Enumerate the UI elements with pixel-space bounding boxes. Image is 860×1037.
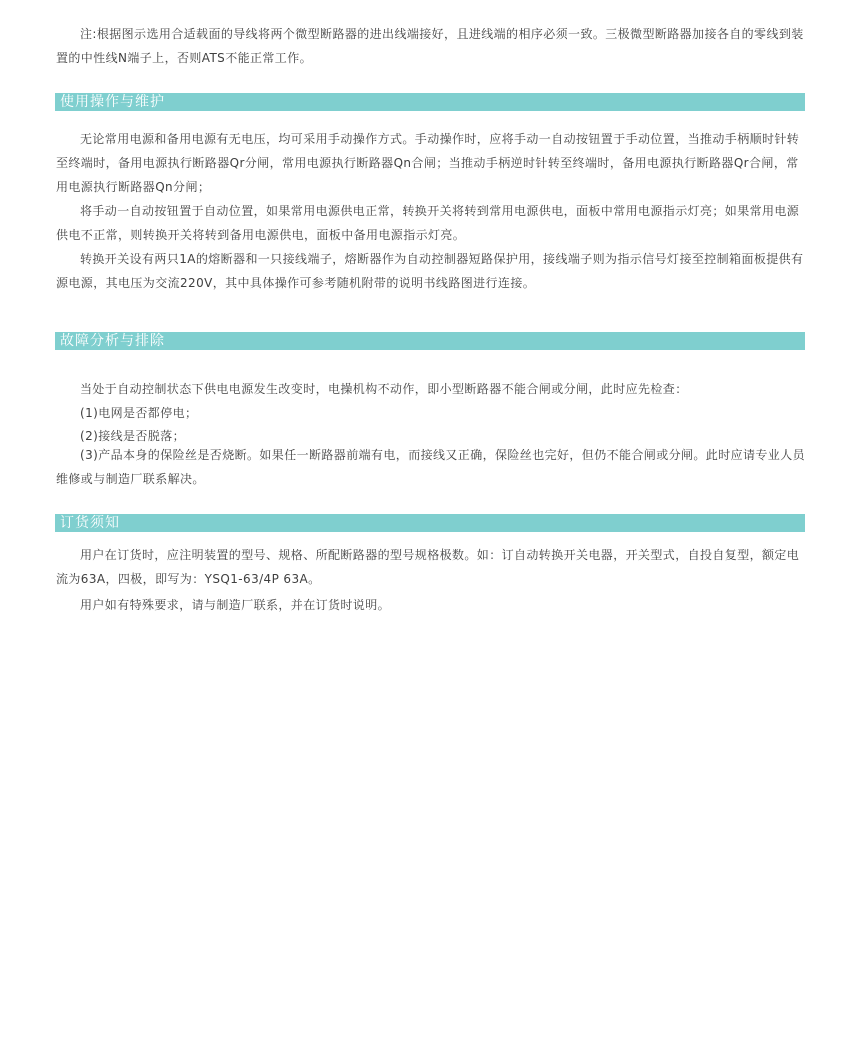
section-title-operation: 使用操作与维护 bbox=[60, 94, 165, 110]
section-header-operation bbox=[55, 93, 805, 111]
operation-paragraph-1: 无论常用电源和备用电源有无电压，均可采用手动操作方式。手动操作时，应将手动一自动按钮置于手动位置，当推动手柄顺时针转至终端时，备用电源执行断路器Qr分闸，常用电源执行断路器Qn合闸；当推动手柄逆时针转至终端时，备用电源执行断路器Qr合闸，常用电源执行断路器Qn分闸； bbox=[56, 132, 800, 194]
fault-check-item-1: (1)电网是否都停电； bbox=[80, 406, 198, 420]
operation-paragraph-2: 将手动一自动按钮置于自动位置，如果常用电源供电正常，转换开关将转到常用电源供电，面板中常用电源指示灯亮；如果常用电源供电不正常，则转换开关将转到备用电源供电，面板中备用电源指示灯亮。 bbox=[56, 204, 800, 242]
section-header-order bbox=[55, 514, 805, 532]
fault-paragraph-1: 当处于自动控制状态下供电电源发生改变时，电操机构不动作，即小型断路器不能合闸或分闸，此时应先检查： bbox=[80, 382, 688, 396]
section-title-order: 订货须知 bbox=[60, 515, 120, 531]
fault-check-item-2: (2)接线是否脱落； bbox=[80, 429, 185, 443]
order-paragraph-1: 用户在订货时，应注明装置的型号、规格、所配断路器的型号规格极数。如：订自动转换开关电器，开关型式，自投自复型，额定电流为63A，四极，即写为：YSQ1-63/4P 63A。 bbox=[56, 548, 800, 586]
operation-paragraph-3: 转换开关设有两只1A的熔断器和一只接线端子，熔断器作为自动控制器短路保护用，接线端子则为指示信号灯接至控制箱面板提供有源电源，其电压为交流220V，其中具体操作可参考随机附带的说明书线路图进行连接。 bbox=[56, 252, 804, 290]
section-header-fault bbox=[55, 332, 805, 350]
intro-note: 注:根据图示选用合适载面的导线将两个微型断路器的进出线端接好，且进线端的相序必须一致。三极微型断路器加接各自的零线到装置的中性线N端子上，否则ATS不能正常工作。 bbox=[56, 27, 804, 65]
section-title-fault: 故障分析与排除 bbox=[60, 333, 165, 349]
fault-check-item-3: (3)产品本身的保险丝是否烧断。如果任一断路器前端有电，而接线又正确，保险丝也完好，但仍不能合闸或分闸。此时应请专业人员维修或与制造厂联系解决。 bbox=[56, 448, 806, 486]
order-paragraph-2: 用户如有特殊要求，请与制造厂联系，并在订货时说明。 bbox=[80, 598, 391, 612]
